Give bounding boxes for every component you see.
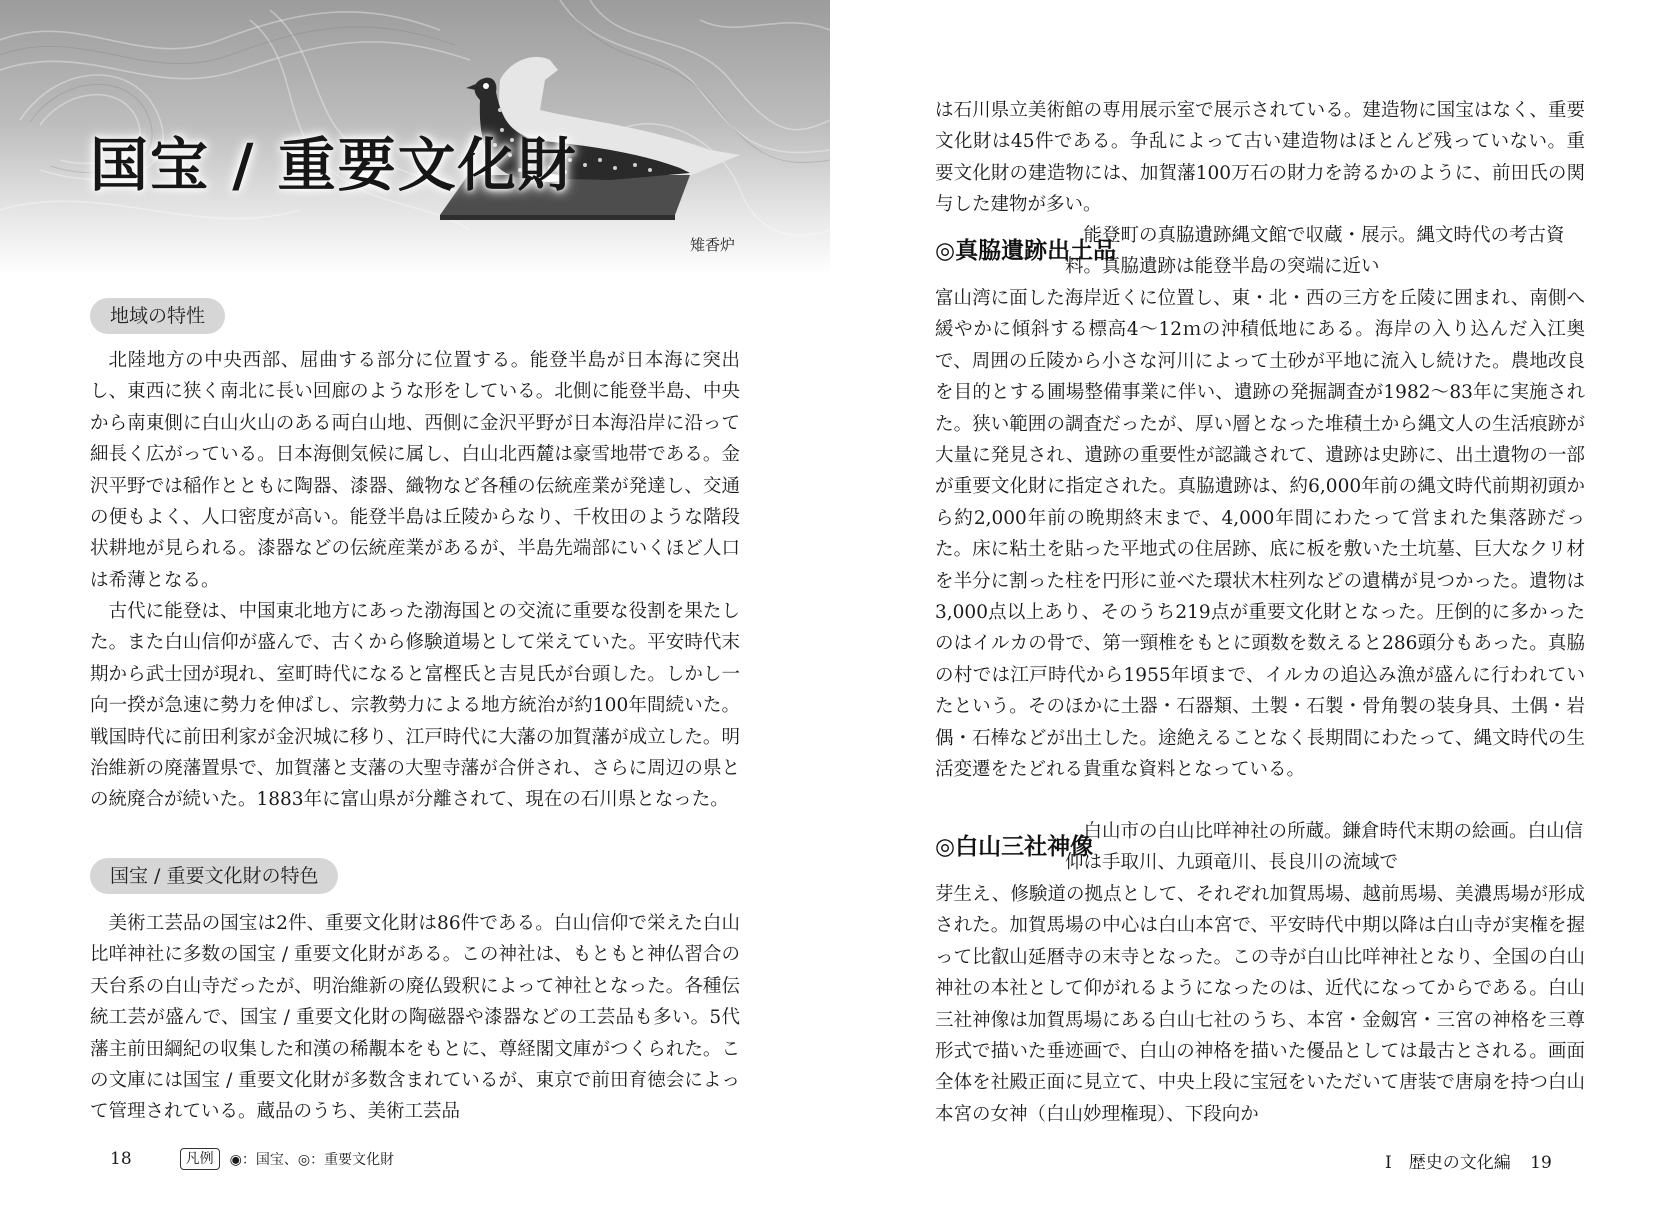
page-title: 国宝 / 重要文化財 (90, 131, 578, 199)
page-footer (1385, 1148, 1566, 1173)
legend-label: 凡例 (180, 1148, 220, 1170)
right-page (830, 0, 1660, 1221)
body-paragraph: 古代に能登は、中国東北地方にあった渤海国との交流に重要な役割を果たした。また白山信仰が盛んで、古くから修験道場として栄えていた。平安時代末期から武士団が現れ、室町時代になると富樫氏と吉見氏が台頭した。しかし一向一揆が急速に勢力を伸ばし、宗教勢力による地方統治が約100年間続いた。戦国時代に前田利家が金沢城に移り、江戸時代に大藩の加賀藩が成立した。明治維新の廃藩置県で、加賀藩と支藩の大聖寺藩が合併され、さらに周辺の県との統廃合が続いた。1883年に富山県が分離されて、現在の石川県となった。 (90, 601, 740, 811)
item-heading-hakusan-three-deities: ◎白山三社神像 (935, 834, 1094, 860)
page-footer (110, 1148, 394, 1170)
item-heading-mawaki-site: ◎真脇遺跡出土品 (935, 238, 1117, 264)
footer-section-title: Ⅰ 歴史の文化編 (1385, 1153, 1511, 1173)
body-paragraph: 美術工芸品の国宝は2件、重要文化財は86件である。白山信仰で栄えた白山比咩神社に多数の国宝 / 重要文化財がある。この神社は、もともと神仏習合の天台系の白山寺だったが、明治維新の廃仏毀釈によって神社となった。各種伝統工芸が盛んで、国宝 / 重要文化財の陶磁器や漆器などの工芸品も多い。5代藩主前田綱紀の収集した和漢の稀覯本をもとに、尊経閣文庫がつくられた。この文庫には国宝 / 重要文化財が多数含まれているが、東京で前田育徳会によって管理されている。蔵品のうち、美術工芸品 (90, 913, 740, 1123)
item-body-text: 富山湾に面した海岸近くに位置し、東・北・西の三方を丘陵に囲まれ、南側へ緩やかに傾斜する標高4～12ｍの沖積低地にある。海岸の入り込んだ入江奥で、周囲の丘陵から小さな河川によって土砂が平地に流入し続けた。農地改良を目的とする圃場整備事業に伴い、遺跡の発掘調査が1982～83年に実施された。狭い範囲の調査だったが、厚い層となった堆積土から縄文人の生活痕跡が大量に発見され、遺跡の重要性が認識されて、遺跡は史跡に、出土遺物の一部が重要文化財に指定された。真脇遺跡は、約6,000年前の縄文時代前期初頭から約2,000年前の晩期終末まで、4,000年間にわたって営まれた集落跡だった。床に粘土を貼った平地式の住居跡、底に板を敷いた土坑墓、巨大なクリ材を半分に割った柱を円形に並べた環状木柱列などの遺構が見つかった。遺物は3,000点以上あり、そのうち219点が重要文化財となった。圧倒的に多かったのはイルカの骨で、第一頸椎をもとに頭数を数えると286頭分もあった。真脇の村では江戸時代から1955年頃まで、イルカの追込み漁が盛んに行われていたという。そのほかに土器・石器類、土製・石製・骨角製の装身具、土偶・岩偶・石棒などが出土した。途絶えることなく長期間にわたって、縄文時代の生活変遷をたどれる貴重な資料となっている。 (935, 288, 1585, 781)
page-number: 18 (110, 1149, 132, 1169)
body-paragraph: 北陸地方の中央西部、屈曲する部分に位置する。能登半島が日本海に突出し、東西に狭く南北に長い回廊のような形をしている。北側に能登半島、中央から南東側に白山火山のある両白山地、西側に金沢平野が日本海沿岸に沿って細長く広がっている。日本海側気候に属し、白山北西麓は豪雪地帯である。金沢平野では稲作とともに陶器、漆器、織物など各種の伝統産業が発達し、交通の便もよく、人口密度が高い。能登半島は丘陵からなり、千枚田のような階段状耕地が見られる。漆器などの伝統産業があるが、半島先端部にいくほど人口は希薄となる。 (90, 350, 740, 591)
section-heading-cultural-properties: 国宝 / 重要文化財の特色 (90, 858, 338, 894)
image-caption: 雉香炉 (690, 236, 736, 254)
item-intro-text: 能登町の真脇遺跡縄文館で収蔵・展示。縄文時代の考古資料。真脇遺跡は能登半島の突端に近い (1065, 225, 1565, 278)
legend-text: ◉：国宝、◎：重要文化財 (229, 1152, 395, 1168)
section-heading-regional-characteristics: 地域の特性 (90, 298, 225, 334)
body-paragraph: は石川県立美術館の専用展示室で展示されている。建造物に国宝はなく、重要文化財は45件である。争乱によって古い建造物はほとんど残っていない。重要文化財の建造物には、加賀藩100万石の財力を誇るかのように、前田氏の関与した建物が多い。 (935, 100, 1585, 216)
item-body-text: 芽生え、修験道の拠点として、それぞれ加賀馬場、越前馬場、美濃馬場が形成された。加賀馬場の中心は白山本宮で、平安時代中期以降は白山寺が実権を握って比叡山延暦寺の末寺となった。この寺が白山比咩神社となり、全国の白山神社の本社として仰がれるようになったのは、近代になってからである。白山三社神像は加賀馬場にある白山七社のうち、本宮・金劔宮・三宮の神格を三尊形式で描いた垂迹画で、白山の神格を描いた優品としては最古とされる。画面全体を社殿正面に見立て、中央上段に宝冠をいただいて唐装で唐扇を持つ白山本宮の女神（白山妙理権現）、下段向か (935, 884, 1585, 1125)
header-banner (0, 0, 830, 275)
item-intro-text: 白山市の白山比咩神社の所蔵。鎌倉時代末期の絵画。白山信仰は手取川、九頭竜川、長良川の流域で (1065, 821, 1584, 874)
page-number: 19 (1530, 1153, 1552, 1173)
